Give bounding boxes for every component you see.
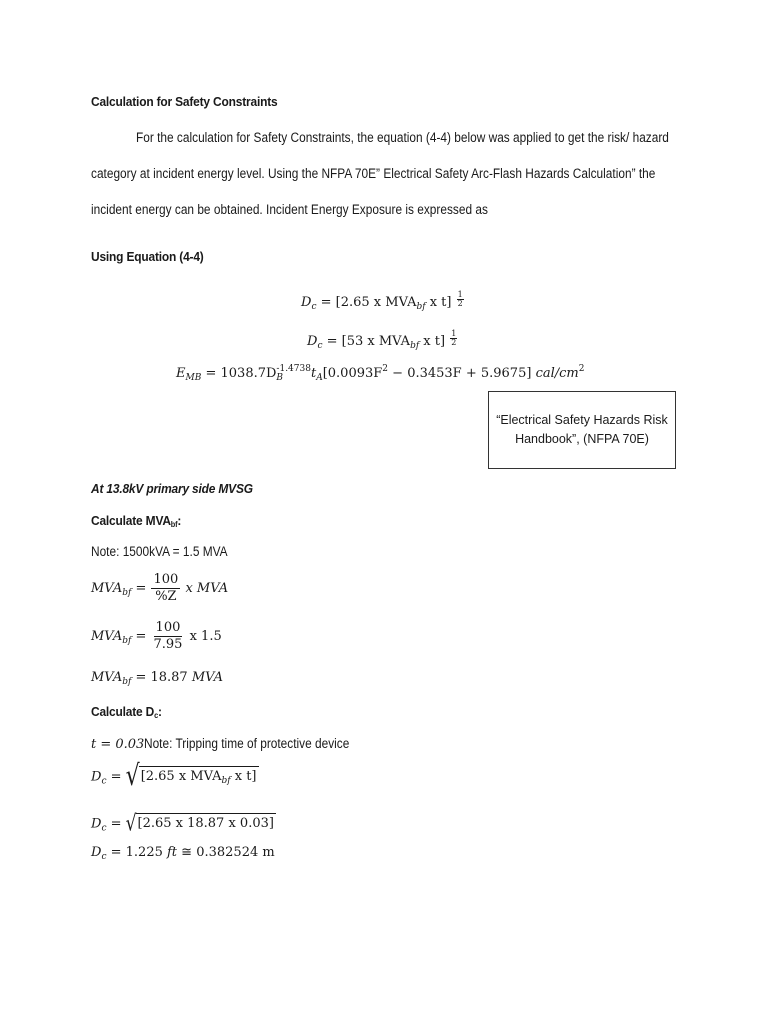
subsection-title: At 13.8kV primary side MVSG [91, 481, 253, 496]
intro-line-3: incident energy can be obtained. Incident Energy Exposure is expressed as [91, 202, 488, 217]
calc-dc-heading: Calculate Dc: [91, 704, 162, 720]
intro-line-1: For the calculation for Safety Constraints, the equation (4-4) below was applied to get the risk/ hazard [136, 130, 669, 145]
equation-heading: Using Equation (4-4) [91, 249, 204, 264]
note-kva: Note: 1500kVA = 1.5 MVA [91, 544, 228, 559]
reference-line-1: “Electrical Safety Hazards Risk [496, 413, 668, 427]
equation-incident-energy: $E_{MB} = 1038.7D$ -1.4738 B $t_A[0.0093F^2 - 0.3453F + 5.9675]$ cal/$cm^2$ [176, 363, 585, 383]
intro-line-2: category at incident energy level. Using the NFPA 70E” Electrical Safety Arc-Flash Hazards Calculation” the [91, 166, 656, 181]
fraction: $\frac{100}{\%Z}$ [153, 572, 179, 604]
equation-dc-general: $D_c = [2.65$ x $MVA_{bf}$ x t] $\frac{1}{2}$ [301, 290, 463, 312]
tripping-time: t = 0.03Note: Tripping time of protective device [91, 736, 350, 752]
dc-result: $D_c = 1.225$ ft ≅ 0.382524 m [91, 845, 275, 862]
square-root: √ [2.65 x 18.87 x 0.03] [125, 811, 274, 837]
equation-dc-53: $D_c = [53$ x $MVA_{bf}$ x t] $\frac{1}{2}$ [307, 329, 457, 351]
mva-substitution: $MVA_{bf}$ = $\frac{100}{7.95}$ x 1.5 [91, 620, 222, 652]
mva-result: $MVA_{bf} = 18.87$ MVA [91, 670, 224, 687]
fraction: $\frac{100}{7.95}$ [153, 620, 183, 652]
exponent-half: $\frac{1}{2}$ [457, 290, 463, 308]
dc-substitution: $D_c$ = √ [2.65 x 18.87 x 0.03] [91, 811, 274, 837]
reference-box [488, 391, 676, 469]
exponent-half: $\frac{1}{2}$ [451, 329, 457, 347]
reference-line-2: Handbook”, (NFPA 70E) [515, 432, 649, 446]
calc-mva-heading: Calculate MVAbf: [91, 513, 182, 529]
square-root: √ [2.65 x $MVA_{bf}$ x t] [125, 760, 257, 793]
dc-formula: $D_c$ = √ [2.65 x $MVA_{bf}$ x t] [91, 760, 257, 793]
section-title: Calculation for Safety Constraints [91, 94, 278, 109]
mva-formula: $MVA_{bf}$ = $\frac{100}{\%Z}$ x MVA [91, 572, 229, 604]
